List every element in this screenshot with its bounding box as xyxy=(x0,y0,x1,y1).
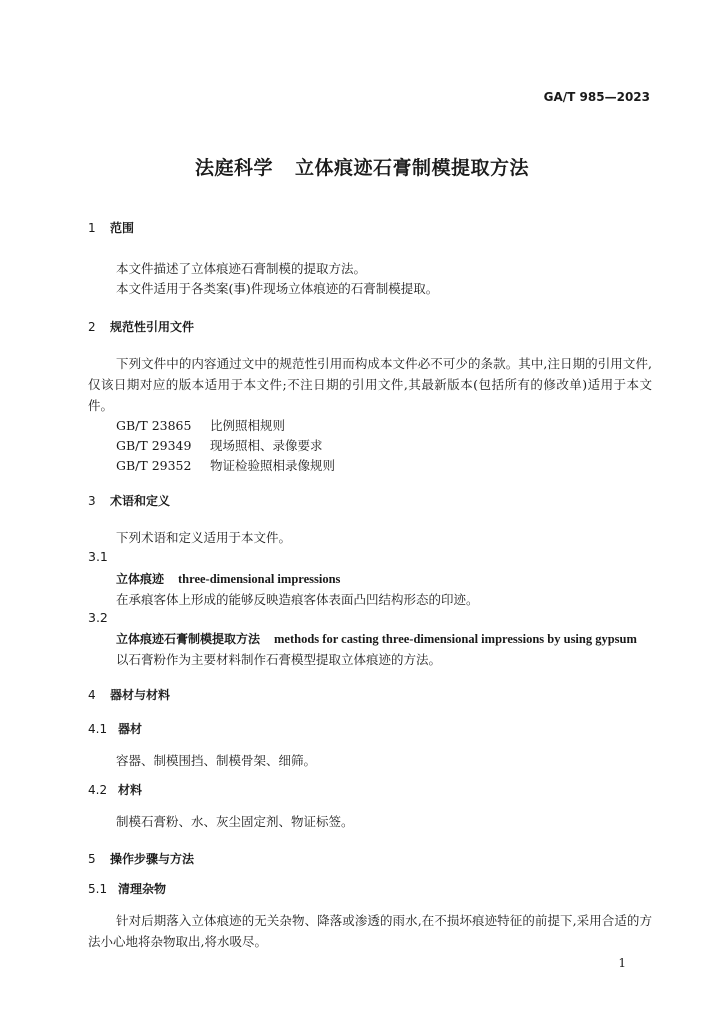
subsection-title: 材料 xyxy=(118,783,143,797)
term-en: three-dimensional impressions xyxy=(178,572,341,586)
clean-debris-paragraph: 针对后期落入立体痕迹的无关杂物、降落或渗透的雨水,在不损坏痕迹特征的前提下,采用合适的方法小心地将杂物取出,将水吸尽。 xyxy=(88,913,652,949)
standard-code: GA/T 985—2023 xyxy=(543,90,650,104)
scope-paragraph-2: 本文件适用于各类案(事)件现场立体痕迹的石膏制模提取。 xyxy=(116,281,439,296)
section-title: 操作步骤与方法 xyxy=(110,852,195,866)
term-definition: 在承痕客体上形成的能够反映造痕客体表面凸凹结构形态的印迹。 xyxy=(116,592,479,607)
section-number: 5 xyxy=(88,852,96,866)
reference-name: 现场照相、录像要求 xyxy=(210,438,323,453)
section-title: 规范性引用文件 xyxy=(110,320,195,334)
term-entry xyxy=(116,630,637,647)
normative-references-paragraph: 下列文件中的内容通过文中的规范性引用而构成本文件必不可少的条款。其中,注日期的引用文件,仅该日期对应的版本适用于本文件;不注日期的引用文件,其最新版本(包括所有的修改单)适用于本文件。 xyxy=(88,356,652,413)
subsection-4-1-heading xyxy=(88,720,142,737)
section-number: 1 xyxy=(88,221,96,235)
section-4-heading xyxy=(88,686,170,703)
title-part-1: 法庭科学 xyxy=(194,157,273,179)
title-part-2: 立体痕迹石膏制模提取方法 xyxy=(295,157,530,179)
subsection-title: 器材 xyxy=(118,722,143,736)
terms-intro: 下列术语和定义适用于本文件。 xyxy=(116,530,292,545)
section-number: 4 xyxy=(88,688,96,702)
section-number: 2 xyxy=(88,320,96,334)
subsection-4-2-heading xyxy=(88,781,142,798)
section-title: 术语和定义 xyxy=(110,494,171,508)
term-entry xyxy=(116,570,340,587)
section-5-heading xyxy=(88,850,194,867)
section-3-heading xyxy=(88,492,170,509)
subsection-number: 4.2 xyxy=(88,783,108,797)
reference-name: 比例照相规则 xyxy=(210,418,286,433)
reference-item xyxy=(116,456,335,474)
subsection-5-1-heading xyxy=(88,880,166,897)
section-number: 3 xyxy=(88,494,96,508)
section-title: 范围 xyxy=(110,221,135,235)
subsection-title: 清理杂物 xyxy=(118,882,167,896)
subsection-number: 5.1 xyxy=(88,882,108,896)
materials-list: 制模石膏粉、水、灰尘固定剂、物证标签。 xyxy=(116,814,354,829)
reference-code: GB/T 29352 xyxy=(116,458,192,473)
reference-item xyxy=(116,416,285,434)
document-title xyxy=(0,153,724,180)
term-zh: 立体痕迹 xyxy=(116,572,165,586)
term-number: 3.1 xyxy=(88,549,108,564)
section-title: 器材与材料 xyxy=(110,688,171,702)
term-number: 3.2 xyxy=(88,610,108,625)
term-definition: 以石膏粉作为主要材料制作石膏模型提取立体痕迹的方法。 xyxy=(116,652,442,667)
reference-item xyxy=(116,436,323,454)
page-number: 1 xyxy=(618,956,626,970)
reference-name: 物证检验照相录像规则 xyxy=(210,458,336,473)
section-1-heading xyxy=(88,219,134,236)
reference-code: GB/T 29349 xyxy=(116,438,192,453)
equipment-list: 容器、制模围挡、制模骨架、细筛。 xyxy=(116,753,317,768)
section-2-heading xyxy=(88,318,194,335)
subsection-number: 4.1 xyxy=(88,722,108,736)
scope-paragraph-1: 本文件描述了立体痕迹石膏制模的提取方法。 xyxy=(116,261,367,276)
reference-code: GB/T 23865 xyxy=(116,418,192,433)
term-zh: 立体痕迹石膏制模提取方法 xyxy=(116,632,261,646)
term-en: methods for casting three-dimensional impressions by using gypsum xyxy=(274,632,637,646)
